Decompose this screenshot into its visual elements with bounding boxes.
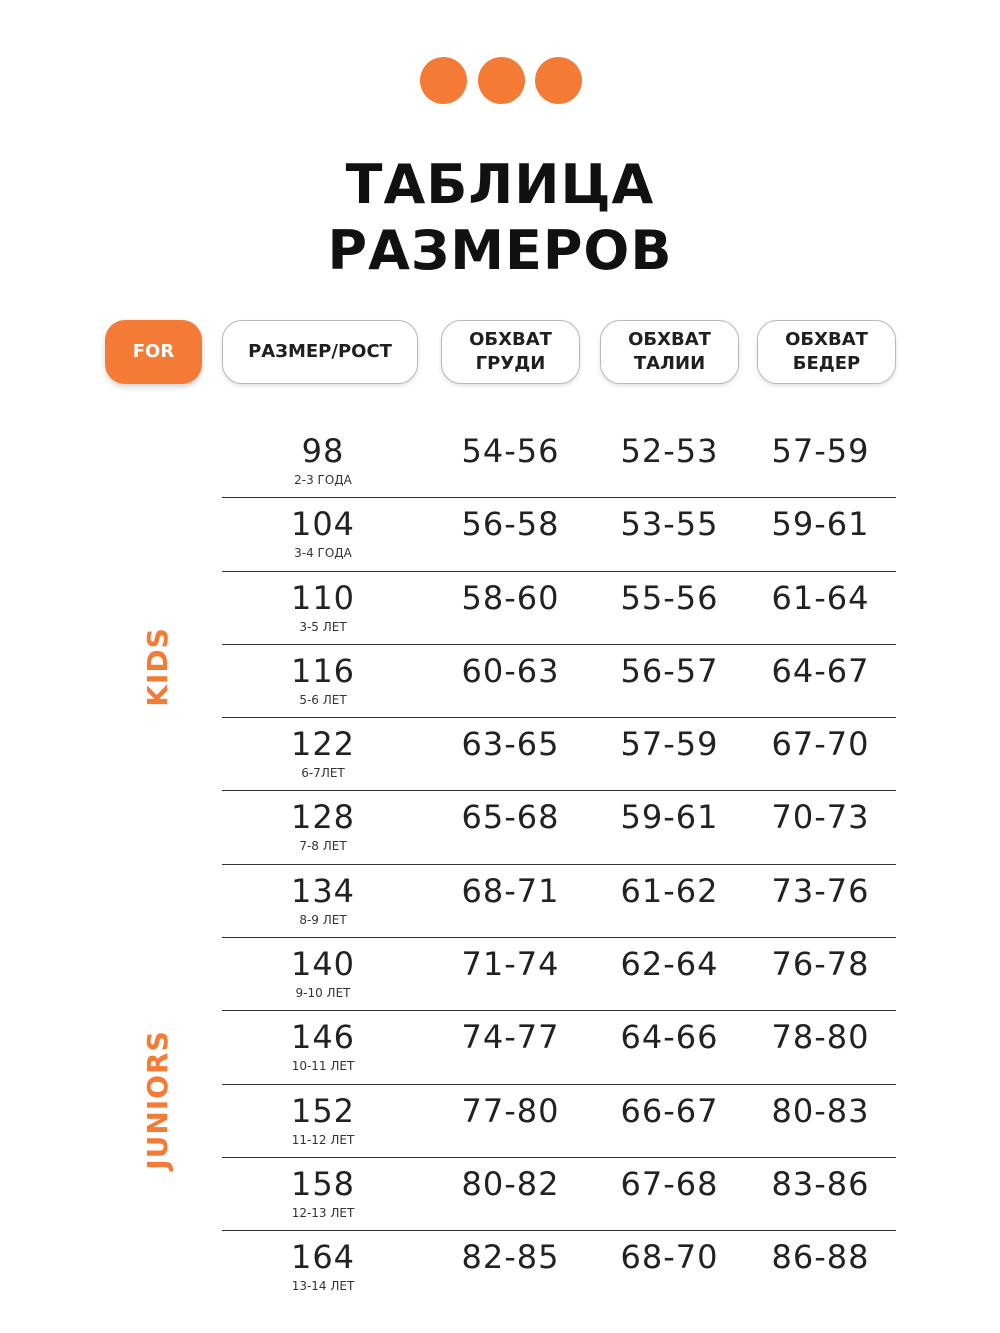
table-row: [222, 1085, 896, 1158]
header-for: [105, 320, 202, 384]
table-row: [222, 791, 896, 864]
title-line-2: РАЗМЕРОВ: [327, 219, 673, 282]
table-row: [222, 572, 896, 645]
hips-cell: 76-78: [771, 945, 870, 984]
size-cell: 164: [290, 1238, 356, 1277]
hips-cell: 59-61: [771, 505, 870, 544]
chest-cell: 71-74: [461, 945, 560, 984]
group-label-juniors: JUNIORS: [141, 1030, 174, 1170]
waist-cell: 52-53: [620, 432, 719, 470]
waist-cell: 55-56: [620, 578, 719, 617]
table-row: [222, 425, 896, 498]
chest-cell: 63-65: [461, 725, 560, 764]
table-row: [222, 1011, 896, 1084]
group-label-kids: KIDS: [141, 627, 174, 707]
age-cell: 8-9 ЛЕТ: [299, 912, 347, 927]
hips-cell: 70-73: [771, 798, 870, 837]
hips-cell: 61-64: [771, 578, 870, 617]
size-cell: 104: [290, 505, 356, 544]
age-cell: 7-8 ЛЕТ: [299, 839, 347, 854]
table-row: [222, 718, 896, 791]
header-hips: [757, 320, 896, 384]
waist-cell: 57-59: [620, 725, 719, 764]
size-cell: 152: [290, 1091, 356, 1130]
age-cell: 11-12 ЛЕТ: [291, 1132, 355, 1147]
age-cell: 13-14 ЛЕТ: [291, 1279, 355, 1294]
hips-cell: 86-88: [771, 1238, 870, 1277]
chest-cell: 82-85: [461, 1238, 560, 1277]
size-table: [222, 425, 896, 1305]
age-cell: 2-3 ГОДА: [294, 473, 352, 487]
waist-cell: 64-66: [620, 1018, 719, 1057]
hips-cell: 64-67: [771, 651, 870, 690]
waist-cell: 68-70: [620, 1238, 719, 1277]
header-for-label: FOR: [132, 341, 175, 362]
header-waist-line-2: ТАЛИИ: [633, 353, 706, 374]
header-chest-line-2: ГРУДИ: [475, 353, 546, 374]
size-cell: 134: [290, 871, 356, 910]
waist-cell: 56-57: [620, 651, 719, 690]
table-row: [222, 498, 896, 571]
chest-cell: 68-71: [461, 871, 560, 910]
chest-cell: 54-56: [461, 432, 560, 470]
dot-2: [478, 57, 525, 104]
dot-1: [420, 57, 467, 104]
size-cell: 98: [301, 432, 345, 470]
header-hips-line-2: БЕДЕР: [792, 353, 861, 374]
age-cell: 9-10 ЛЕТ: [295, 986, 351, 1001]
age-cell: 10-11 ЛЕТ: [291, 1059, 355, 1074]
table-row: [222, 645, 896, 718]
size-cell: 128: [290, 798, 356, 837]
age-cell: 3-5 ЛЕТ: [299, 619, 347, 634]
waist-cell: 67-68: [620, 1164, 719, 1203]
table-row: [222, 1231, 896, 1304]
table-row: [222, 1158, 896, 1231]
header-size: [222, 320, 418, 384]
dot-3: [535, 57, 582, 104]
waist-cell: 59-61: [620, 798, 719, 837]
age-cell: 5-6 ЛЕТ: [299, 692, 347, 707]
size-cell: 146: [290, 1018, 356, 1057]
waist-cell: 62-64: [620, 945, 719, 984]
page-title: [0, 152, 1000, 284]
title-line-1: ТАБЛИЦА: [345, 153, 655, 216]
size-cell: 158: [290, 1164, 356, 1203]
header-waist: [600, 320, 739, 384]
chest-cell: 58-60: [461, 578, 560, 617]
header-hips-line-1: ОБХВАТ: [785, 329, 868, 350]
header-size-label: РАЗМЕР/РОСТ: [248, 341, 392, 362]
size-cell: 122: [290, 725, 356, 764]
chest-cell: 56-58: [461, 505, 560, 544]
age-cell: 6-7ЛЕТ: [301, 766, 345, 781]
hips-cell: 83-86: [771, 1164, 870, 1203]
hips-cell: 73-76: [771, 871, 870, 910]
header-chest-line-1: ОБХВАТ: [469, 329, 552, 350]
chest-cell: 77-80: [461, 1091, 560, 1130]
hips-cell: 57-59: [771, 432, 870, 470]
chest-cell: 60-63: [461, 651, 560, 690]
size-cell: 140: [290, 945, 356, 984]
chest-cell: 65-68: [461, 798, 560, 837]
decorative-dots: [420, 57, 582, 104]
chest-cell: 74-77: [461, 1018, 560, 1057]
table-row: [222, 865, 896, 938]
hips-cell: 80-83: [771, 1091, 870, 1130]
size-cell: 110: [290, 578, 356, 617]
size-cell: 116: [290, 651, 356, 690]
age-cell: 12-13 ЛЕТ: [291, 1205, 355, 1220]
waist-cell: 66-67: [620, 1091, 719, 1130]
hips-cell: 67-70: [771, 725, 870, 764]
header-waist-line-1: ОБХВАТ: [628, 329, 711, 350]
header-chest: [441, 320, 580, 384]
waist-cell: 53-55: [620, 505, 719, 544]
waist-cell: 61-62: [620, 871, 719, 910]
table-row: [222, 938, 896, 1011]
chest-cell: 80-82: [461, 1164, 560, 1203]
age-cell: 3-4 ГОДА: [294, 546, 352, 561]
hips-cell: 78-80: [771, 1018, 870, 1057]
